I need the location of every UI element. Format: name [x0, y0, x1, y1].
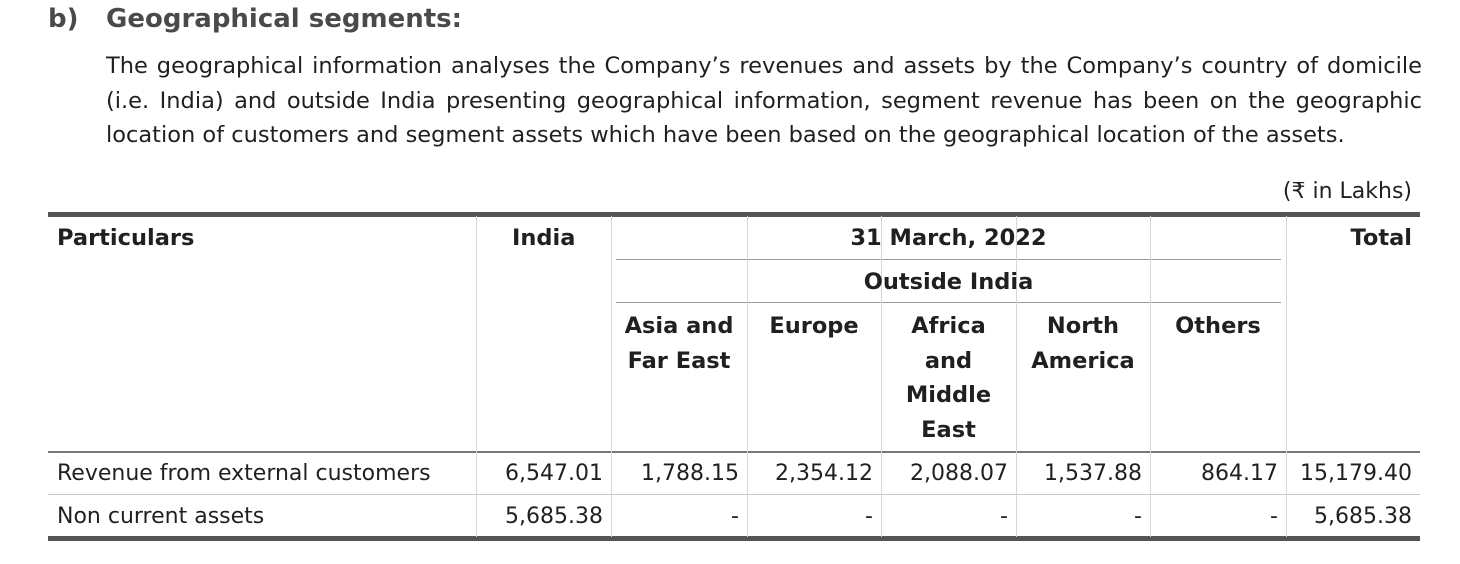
row-label: Revenue from external customers [57, 461, 431, 486]
cell-africa-middle-east: 2,088.07 [910, 461, 1008, 486]
cell-europe: - [865, 504, 873, 529]
unit-note: (₹ in Lakhs) [1282, 179, 1412, 204]
header-particulars: Particulars [57, 225, 195, 251]
cell-total: 15,179.40 [1300, 461, 1412, 486]
section-heading [48, 4, 462, 34]
header-region-north-america: North America [1031, 313, 1135, 374]
section-description: The geographical information analyses the Company’s revenues and assets by the Company’s country of domicile (i.e. India) and outside India presenting geographical information, segment revenue has been on the geographic location of customers and segment assets which have been based on the geographical location of the assets. [106, 53, 1422, 148]
cell-north-america: - [1134, 504, 1142, 529]
header-region-others: Others [1175, 313, 1261, 339]
outside-india-rule [616, 302, 1281, 303]
section-title: Geographical segments: [106, 4, 463, 34]
cell-total: 5,685.38 [1314, 504, 1412, 529]
period-rule [616, 259, 1281, 260]
table-top-rule [48, 212, 1420, 217]
section-number: b) [48, 4, 79, 34]
table-bottom-rule [48, 536, 1420, 541]
header-period: 31 March, 2022 [850, 225, 1047, 251]
header-india: India [512, 225, 576, 251]
header-bottom-rule [48, 451, 1420, 453]
header-region-africa-middle-east: Africa and Middle East [905, 313, 992, 443]
header-region-europe: Europe [769, 313, 859, 339]
cell-asia-far-east: - [731, 504, 739, 529]
cell-others: - [1270, 504, 1278, 529]
header-outside-india: Outside India [863, 269, 1034, 295]
row-label: Non current assets [57, 504, 265, 529]
cell-europe: 2,354.12 [775, 461, 873, 486]
cell-north-america: 1,537.88 [1044, 461, 1142, 486]
row-divider [48, 494, 1420, 495]
header-total: Total [1350, 225, 1412, 251]
cell-africa-middle-east: - [1000, 504, 1008, 529]
header-region-asia-far-east: Asia and Far East [624, 313, 734, 374]
cell-india: 6,547.01 [505, 461, 603, 486]
cell-others: 864.17 [1201, 461, 1278, 486]
cell-asia-far-east: 1,788.15 [641, 461, 739, 486]
cell-india: 5,685.38 [505, 504, 603, 529]
